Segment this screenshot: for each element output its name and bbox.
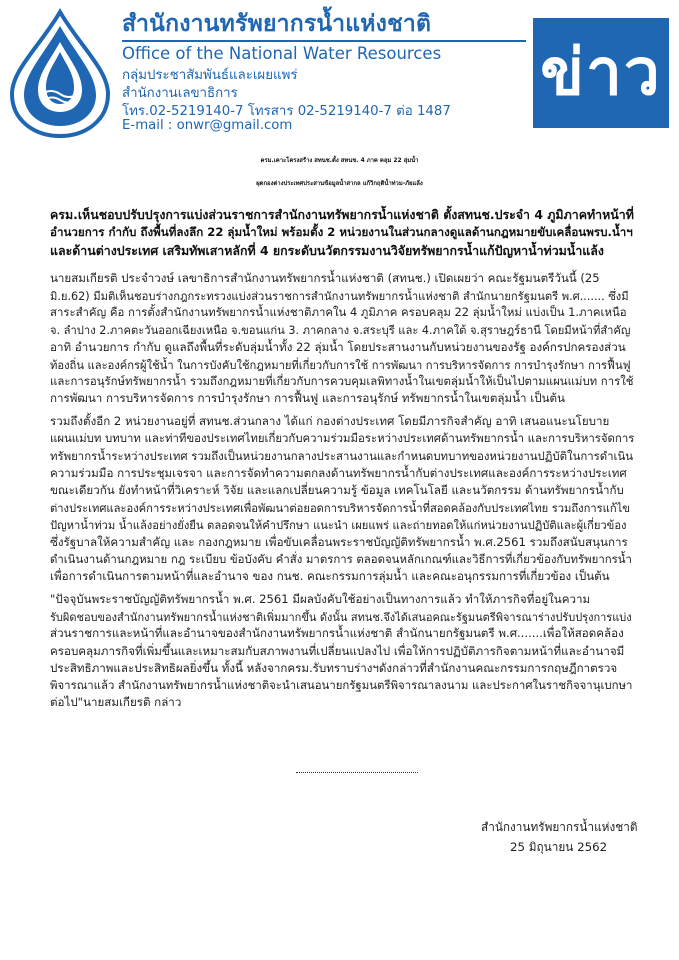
body-line: "ปัจจุบันพระราชบัญญัติทรัพยากรน้ำ พ.ศ. 2561 มีผลบังคับใช้อย่างเป็นทางการแล้ว ทำให้ภารกิจที่อยู่ในความ [50,592,591,606]
body-line: ประสิทธิภาพและประสิทธิผลยิ่งขึ้น ทั้งนี้ หลังจากครม.รับทราบร่างฯดังกล่าวที่สำนักงานคณะกรรมการกฤษฎีกาตรวจ [50,661,618,675]
body-line: ท้องถิ่น และองค์กรผู้ใช้น้ำ ในการบังคับใช้กฎหมายที่เกี่ยวกับการใช้ การพัฒนา การบริหารจัดการ การบำรุงรักษา การฟื้นฟู [50,359,631,372]
headline-line-2: ผุดกองต่างประเทศประสานข้อมูลน้ำสากล แก้วิกฤติน้ำท่วม-ภัยแล้ง [256,181,423,187]
signature-date: 25 มิถุนายน 2562 [510,840,608,854]
summary-line: ครม.เห็นชอบปรับปรุงการแบ่งส่วนราชการสำนักงานทรัพยากรน้ำแห่งชาติ ตั้งสทนช.ประจำ 4 ภูมิภาคทำหน้าที่ [50,207,634,222]
body-line: ต่างประเทศและองค์การระหว่างประเทศเพื่อพัฒนาต่อยอดการบริหารจัดการน้ำที่สอดคล้องกับประเทศไทย รวมถึงการแก้ไข [50,502,630,515]
agency-name-thai: สำนักงานทรัพยากรน้ำแห่งชาติ [122,11,432,37]
body-line: การพัฒนา การบริหารจัดการ การบำรุงรักษา การฟื้นฟู และการอนุรักษ์ ทรัพยากรน้ำในเขตลุ่มน้ำ เป็นต้น [50,391,565,405]
news-badge [533,18,669,128]
body-line: มิ.ย.62) มีมติเห็นชอบร่างกฎกระทรวงแบ่งส่วนราชการสำนักงานทรัพยากรน้ำแห่งชาติ สำนักนายกรัฐมนตรี พ.ศ....... ซึ่งมี [50,290,629,303]
body-line: ส่วนราชการและหน้าที่และอำนาจของสำนักงานทรัพยากรน้ำแห่งชาติ สำนักนายกรัฐมนตรี พ.ศ.......เพื่อให้สอดคล้อง [50,626,624,640]
division-name: กลุ่มประชาสัมพันธ์และเผยแพร่ [122,68,298,83]
dotted-separator [296,772,418,773]
body-line: ปัญหาน้ำท่วม น้ำแล้งอย่างยั่งยืน ตลอดจนให้คำปรึกษา แนะนำ เผยแพร่ และถ่ายทอดให้แก่หน่วยงานปฏิบัติและผู้เกี่ยวข้อง [50,519,627,532]
body-line: ความร่วมมือ การประชุมเจรจา และการจัดทำความตกลงด้านทรัพยากรน้ำกับต่างประเทศและองค์การระหว่างประเทศ [50,466,627,480]
body-line: นายสมเกียรติ ประจำวงษ์ เลขาธิการสำนักงานทรัพยากรน้ำแห่งชาติ (สทนช.) เปิดเผยว่า คณะรัฐมนตรีวันนี้ (25 [50,271,600,285]
body-line: ทรัพยากรน้ำระหว่างประเทศ รวมถึงเป็นหน่วยงานกลางประสานงานและกำหนดบทบาทของหน่วยงานปฏิบัติในการดำเนิน [50,449,634,463]
body-line: แผนแม่บท บทบาท และท่าทีของประเทศไทยเกี่ยวกับความร่วมมือระหว่างประเทศด้านทรัพยากรน้ำ และการบริหารจัดการ [50,431,635,445]
secretariat-name: สำนักงานเลขาธิการ [122,86,238,101]
body-line: รับผิดชอบของสำนักงานทรัพยากรน้ำแห่งชาติเพิ่มมากขึ้น ดังนั้น สทนช.จึงได้เสนอคณะรัฐมนตรีพิจารณาร่างปรับปรุงการแบ่ง [50,611,632,624]
news-label: ข่าว [540,36,662,110]
header-divider [122,40,526,42]
agency-logo [8,8,112,138]
body-line: เพื่อการดำเนินการตามหน้าที่และอำนาจ ของ กนช. คณะกรรมการลุ่มน้ำ และคณะอนุกรรมการที่เกี่ยวข้อง เป็นต้น [50,569,610,583]
body-line: ต่อไป"นายสมเกียรติ กล่าว [50,695,182,709]
body-line: สาระสำคัญ คือ การตั้งสำนักงานทรัพยากรน้ำแห่งชาติภาคใน 4 ภูมิภาค ครอบคลุม 22 ลุ่มน้ำใหม่ แบ่งเป็น 1.ภาคเหนือ [50,305,627,319]
headline-line-1: ครม.เคาะโครงสร้าง สทนช.ตั้ง สทนช. 4 ภาค คลุม 22 ลุ่มน้ำ [260,158,419,164]
body-line: ซึ่งรัฐบาลให้ความสำคัญ และ กองกฎหมาย เพื่อขับเคลื่อนพระราชบัญญัติทรัพยากรน้ำ พ.ศ.2561 รวมถึงสนับสนุนการ [50,535,628,549]
body-line: รวมถึงตั้งอีก 2 หน่วยงานอยู่ที่ สทนช.ส่วนกลาง ได้แก่ กองต่างประเทศ โดยมีภารกิจสำคัญ อาทิ เสนอแนะนโยบาย [50,414,610,428]
body-line: พิจารณาแล้ว สำนักงานทรัพยากรน้ำแห่งชาติจะนำเสนอนายกรัฐมนตรีพิจารณาลงนาม และประกาศในราชกิจจานุเบกษา [50,678,633,692]
contact-email: E-mail : onwr@gmail.com [122,118,293,133]
body-line: ดำเนินงานด้านกฎหมาย กฎ ระเบียบ ข้อบังคับ คำสั่ง มาตรการ ตลอดจนหลักเกณฑ์และวิธีการที่เกี่ยวข้องกับทรัพยากรน้ำ [50,552,632,566]
water-drop-emblem-icon [8,8,112,138]
body-line: ขณะเดียวกัน ยังทำหน้าที่วิเคราะห์ วิจัย และแลกเปลี่ยนความรู้ ข้อมูล เทคโนโลยี และนวัตกรรม ด้านทรัพยากรน้ำกับ [50,483,624,497]
body-line: ครอบคลุมภารกิจที่เพิ่มขึ้นและเหมาะสมกับสภาพงานที่เปลี่ยนแปลงไป เพื่อให้การปฏิบัติภารกิจตามหน้าที่และอำนาจมี [50,644,625,658]
agency-name-english: Office of the National Water Resources [122,44,442,63]
body-line: อาทิ อำนวยการ กำกับ ดูแลถึงพื้นที่ระดับลุ่มน้ำทั้ง 22 ลุ่มน้ำ โดยประสานงานกับหน่วยงานของรัฐ องค์กรปกครองส่วน [50,340,626,354]
summary-line: อำนวยการ กำกับ ถึงพื้นที่ลงลึก 22 ลุ่มน้ำใหม่ พร้อมตั้ง 2 หน่วยงานในส่วนกลางดูแลด้านกฎหมายขับเคลื่อนพรบ.น้ำฯ [50,225,633,239]
body-line: จ. ลำปาง 2.ภาคตะวันออกเฉียงเหนือ จ.ขอนแก่น 3. ภาคกลาง จ.สระบุรี และ 4.ภาคใต้ จ.สุราษฎร์ธานี โดยมีหน้าที่สำคัญ [50,324,631,337]
body-line: และการอนุรักษ์ทรัพยากรน้ำ รวมถึงกฎหมายที่เกี่ยวกับการควบคุมเลพิทางน้ำในเขตลุ่มน้ำให้เป็นไปตามแผนแม่บท การใช้ [50,374,634,388]
summary-line: และด้านต่างประเทศ เสริมทัพเสาหลักที่ 4 ยกระดับนวัตกรรมงานวิจัยทรัพยากรน้ำแก้ปัญหาน้ำท่วมน้ำแล้ง [50,243,604,258]
contact-phone: โทร.02-5219140-7 โทรสาร 02-5219140-7 ต่อ 1487 [122,104,451,119]
signature-organization: สำนักงานทรัพยากรน้ำแห่งชาติ [481,820,638,834]
